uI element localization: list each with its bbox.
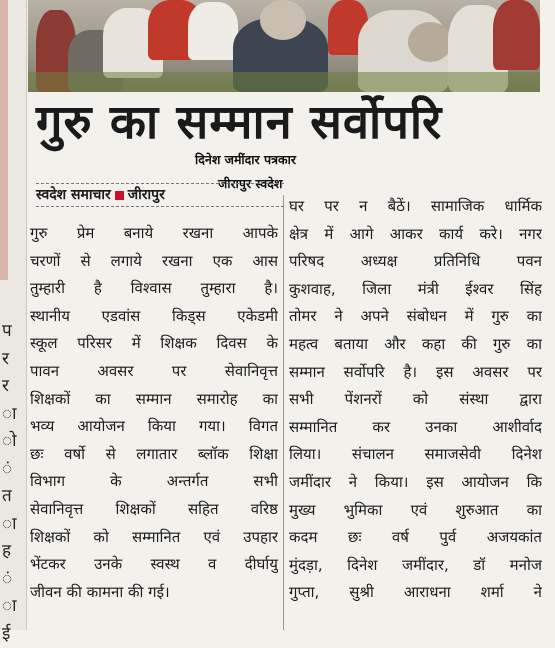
adjacent-article-char: ं — [2, 566, 24, 594]
article-line: सम्मान सर्वोपरि है। इस अवसर पर — [289, 359, 542, 387]
article-line: क्षेत्र में आगे आकर कार्य करे। नगर — [289, 221, 542, 249]
byline-reporter: दिनेश जमींदार पत्रकार — [195, 151, 296, 168]
adjacent-article-char: प — [2, 318, 24, 346]
article-line: तुम्हारी है विश्वास तुम्हारा है। — [30, 275, 278, 303]
article-line: भव्य आयोजन किया गया। विगत — [30, 413, 278, 441]
article-line: कदम छः वर्ष पुर्व अजयकांत — [289, 524, 542, 552]
article-line: सभी पेंशनरों को संस्था द्वारा — [289, 386, 542, 414]
article-line: जीवन की कामना की गई। — [30, 579, 278, 607]
adjacent-article-char: र — [2, 346, 24, 374]
adjacent-article-char: ा — [2, 511, 24, 539]
article-line: घर पर न बैठें। सामाजिक धार्मिक — [289, 193, 542, 221]
article-line: शिक्षकों का सम्मान समारोह का — [30, 386, 278, 414]
article-line: जमींदार ने किया। इस आयोजन कि — [289, 469, 542, 497]
article-line: सेवानिवृत्त शिक्षकों सहित वरिष्ठ — [30, 496, 278, 524]
adjacent-article-char: ह — [2, 538, 24, 566]
article-column-right — [289, 193, 542, 607]
dateline — [36, 183, 284, 207]
column-divider — [283, 195, 284, 630]
adjacent-article-char: ं — [2, 456, 24, 484]
byline-place: जीरापुर स्वदेश — [218, 175, 282, 192]
article-line: विभाग के अन्तर्गत सभी — [30, 468, 278, 496]
adjacent-photo-edge — [0, 0, 8, 280]
article-line: स्कूल परिसर में शिक्षक दिवस के — [30, 330, 278, 358]
article-line: सम्मानित कर उनका आशीर्वाद — [289, 414, 542, 442]
article-line: कुशवाह, जिला मंत्री ईश्वर सिंह — [289, 276, 542, 304]
article-line: गुप्ता, सुश्री आराधना शर्मा ने — [289, 579, 542, 607]
event-photo — [28, 0, 540, 92]
article-line: तोमर ने अपने संबोधन में गुरु का — [289, 303, 542, 331]
article-line: लिया। संचालन समाजसेवी दिनेश — [289, 441, 542, 469]
article-line: गुरु प्रेम बनाये रखना आपके — [30, 220, 278, 248]
article-line: छः वर्षो से लगातार ब्लॉक शिक्षा — [30, 441, 278, 469]
article-column-left — [30, 220, 278, 606]
article-line: स्थानीय एडवांस किड्स एकेडमी — [30, 303, 278, 331]
adjacent-article-char: ा — [2, 593, 24, 621]
adjacent-article-strip — [0, 0, 27, 630]
article-line: महत्व बताया और कहा की गुरु का — [289, 331, 542, 359]
article-line: भेंटकर उनके स्वस्थ व दीर्घायु — [30, 551, 278, 579]
adjacent-article-char: ई — [2, 621, 24, 648]
article-line: मुख्य भुमिका एवं शुरुआत का — [289, 497, 542, 525]
adjacent-article-char: र — [2, 373, 24, 401]
article-line: पावन अवसर पर सेवानिवृत्त — [30, 358, 278, 386]
square-bullet-icon — [115, 191, 124, 200]
article-line: मुंदड़ा, दिनेश जमींदार, डॉ मनोज — [289, 552, 542, 580]
headline: गुरु का सम्मान सर्वोपरि — [36, 92, 536, 154]
article-line: परिषद अध्यक्ष प्रतिनिधि पवन — [289, 248, 542, 276]
article-line: चरणों से लगाये रखना एक आस — [30, 248, 278, 276]
dateline-city: जीरापुर — [128, 187, 165, 203]
dateline-source: स्वदेश समाचार — [36, 187, 111, 203]
adjacent-article-char: ो — [2, 428, 24, 456]
article-line: शिक्षकों को सम्मानित एवं उपहार — [30, 524, 278, 552]
adjacent-article-text — [2, 318, 24, 648]
adjacent-article-char: त — [2, 483, 24, 511]
adjacent-article-char: ा — [2, 401, 24, 429]
